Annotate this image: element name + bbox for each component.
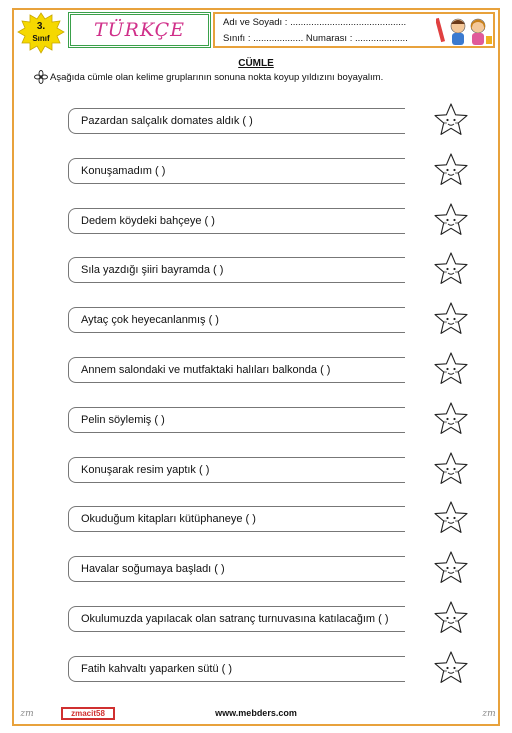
footer-site[interactable]: www.mebders.com (215, 708, 297, 718)
star-icon[interactable] (431, 401, 471, 441)
grade-number: 3. (36, 21, 46, 32)
subject-title: TÜRKÇE (93, 19, 186, 41)
sentence-row[interactable]: Okuduğum kitapları kütüphaneye ( ) (68, 506, 405, 532)
star-icon[interactable] (431, 600, 471, 640)
sentence-row[interactable]: Pazardan salçalık domates aldık ( ) (68, 108, 405, 134)
sentence-row[interactable]: Konuşamadım ( ) (68, 158, 405, 184)
star-icon[interactable] (431, 301, 471, 341)
sentence-row[interactable]: Aytaç çok heyecanlanmış ( ) (68, 307, 405, 333)
sentence-row[interactable]: Konuşarak resim yaptık ( ) (68, 457, 405, 483)
sentence-row[interactable]: Fatih kahvaltı yaparken sütü ( ) (68, 656, 405, 682)
footer-tag: zmacit58 (61, 707, 115, 720)
section-title: CÜMLE (238, 58, 274, 69)
star-icon[interactable] (431, 351, 471, 391)
sentence-row[interactable]: Havalar soğumaya başladı ( ) (68, 556, 405, 582)
star-icon[interactable] (431, 251, 471, 291)
sentence-row[interactable]: Pelin söylemiş ( ) (68, 407, 405, 433)
class-number-field[interactable]: Sınıfı : ................... Numarası : .................... (223, 33, 408, 44)
footer-logo-left: zm (20, 709, 34, 719)
star-icon[interactable] (431, 102, 471, 142)
sentence-row[interactable]: Annem salondaki ve mutfaktaki halıları balkonda ( ) (68, 357, 405, 383)
star-icon[interactable] (431, 500, 471, 540)
name-field[interactable]: Adı ve Soyadı : ............................................ (223, 17, 407, 28)
sentence-row[interactable]: Okulumuzda yapılacak olan satranç turnuvasına katılacağım ( ) (68, 606, 405, 632)
star-icon[interactable] (431, 152, 471, 192)
footer-logo-right: zm (482, 709, 496, 719)
star-icon[interactable] (431, 451, 471, 491)
sentence-row[interactable]: Dedem köydeki bahçeye ( ) (68, 208, 405, 234)
star-icon[interactable] (431, 202, 471, 242)
star-icon[interactable] (431, 550, 471, 590)
grade-label: Sınıf (32, 34, 50, 43)
instruction-text: Aşağıda cümle olan kelime gruplarının sonuna nokta koyup yıldızını boyayalım. (50, 72, 384, 83)
star-icon[interactable] (431, 650, 471, 690)
sentence-row[interactable]: Sıla yazdığı şiiri bayramda ( ) (68, 257, 405, 283)
